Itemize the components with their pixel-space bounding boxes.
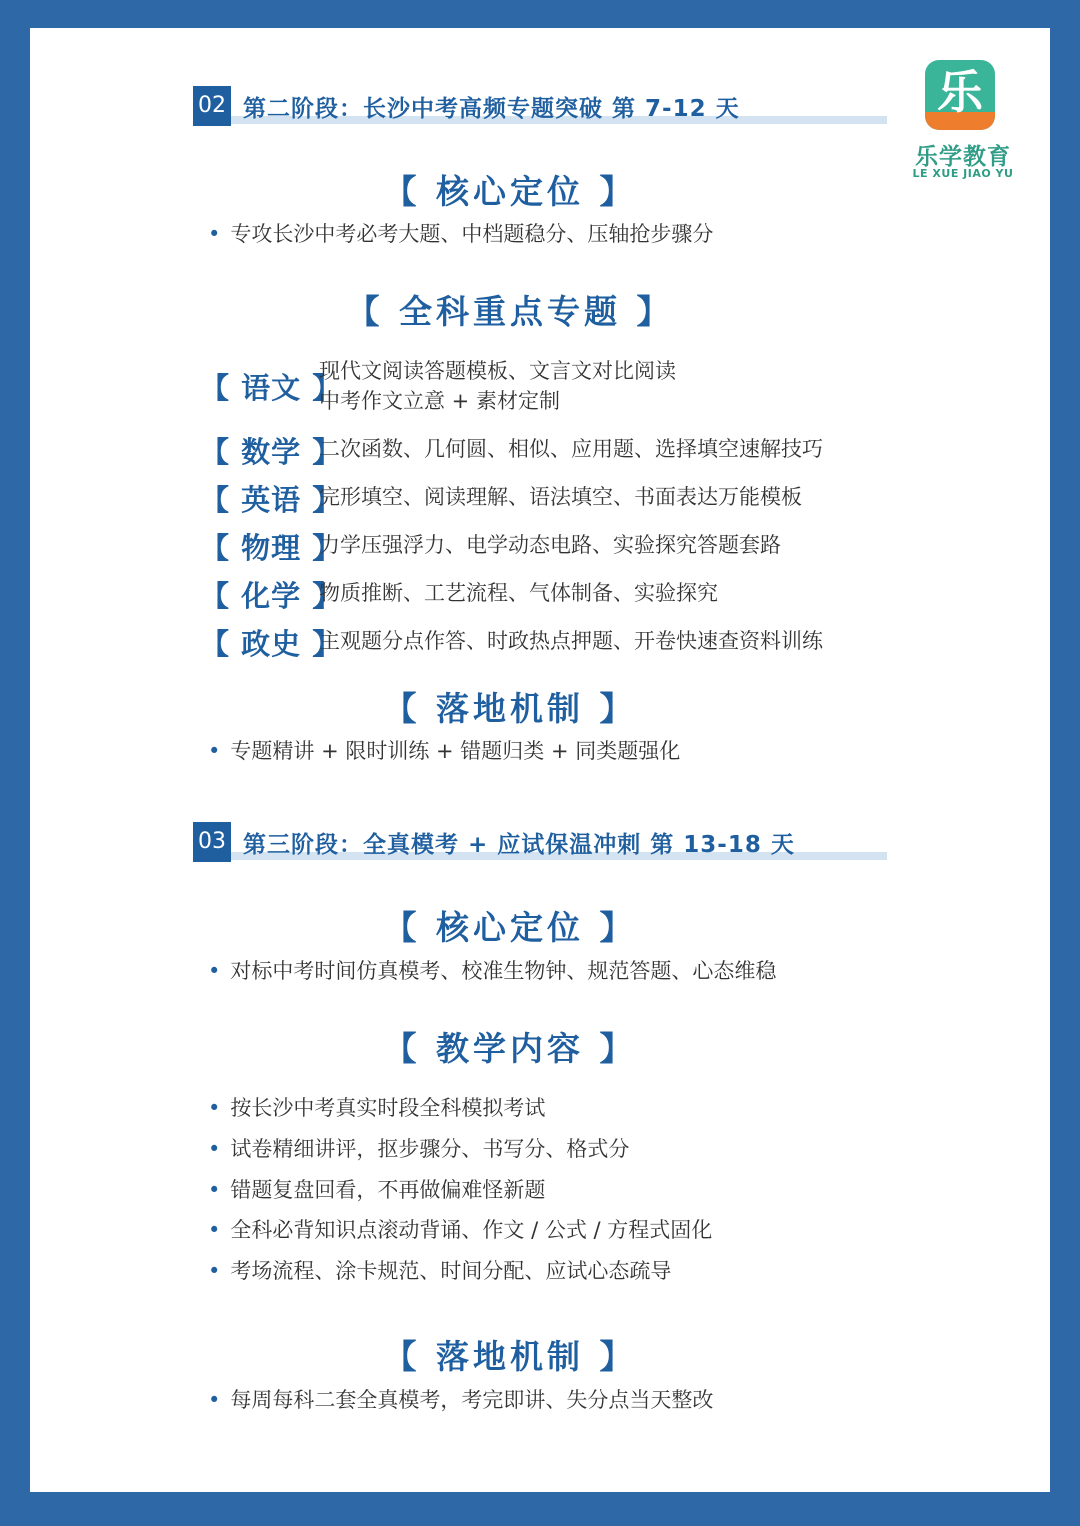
stage-3-header (193, 822, 887, 862)
subject-politics-history: 【 政史 】 (200, 627, 343, 661)
stage-title: 第三阶段：全真模考 + 应试保温冲刺 第 13-18 天 (243, 832, 795, 858)
topics-heading: 【 全科重点专题 】 (346, 292, 674, 331)
core-heading: 【 核心定位 】 (383, 172, 637, 211)
subject-chinese-line-2: 中考作文立意 + 素材定制 (319, 389, 560, 413)
subject-chinese: 【 语文 】 (200, 371, 343, 405)
stage-title: 第二阶段：长沙中考高频专题突破 第 7-12 天 (243, 96, 740, 122)
page-sheet (30, 28, 1050, 1492)
logo-name-en: LE XUE JIAO YU (912, 167, 1014, 180)
subject-physics: 【 物理 】 (200, 531, 343, 565)
mechanism-bullet: • 专题精讲 + 限时训练 + 错题归类 + 同类题强化 (208, 735, 680, 765)
stage-2-header (193, 86, 887, 126)
subject-politics-history-line: 主观题分点作答、时政热点押题、开卷快速查资料训练 (319, 629, 823, 653)
content-bullet: • 错题复盘回看，不再做偏难怪新题 (208, 1174, 545, 1204)
logo-icon (925, 60, 995, 130)
logo-glyph: 乐 (937, 65, 983, 119)
subject-chemistry-line: 物质推断、工艺流程、气体制备、实验探究 (319, 581, 718, 605)
subject-english: 【 英语 】 (200, 483, 343, 517)
stage-number: 03 (193, 822, 231, 862)
logo-name-cn: 乐学教育 (915, 144, 1011, 170)
stage-number: 02 (193, 86, 231, 126)
content-heading: 【 教学内容 】 (383, 1029, 637, 1068)
content-bullet: • 按长沙中考真实时段全科模拟考试 (208, 1092, 545, 1122)
core-heading: 【 核心定位 】 (383, 908, 637, 947)
mechanism-bullet: • 每周每科二套全真模考，考完即讲、失分点当天整改 (208, 1384, 713, 1414)
core-bullet: • 对标中考时间仿真模考、校准生物钟、规范答题、心态维稳 (208, 955, 776, 985)
subject-chinese-line-1: 现代文阅读答题模板、文言文对比阅读 (319, 359, 676, 383)
content-bullet: • 全科必背知识点滚动背诵、作文 / 公式 / 方程式固化 (208, 1214, 712, 1244)
mechanism-heading: 【 落地机制 】 (383, 1337, 637, 1376)
subject-physics-line: 力学压强浮力、电学动态电路、实验探究答题套路 (319, 533, 781, 557)
content-bullet: • 试卷精细讲评，抠步骤分、书写分、格式分 (208, 1133, 629, 1163)
subject-math-line: 二次函数、几何圆、相似、应用题、选择填空速解技巧 (319, 437, 823, 461)
subject-english-line: 完形填空、阅读理解、语法填空、书面表达万能模板 (319, 485, 802, 509)
core-bullet: • 专攻长沙中考必考大题、中档题稳分、压轴抢步骤分 (208, 218, 713, 248)
content-bullet: • 考场流程、涂卡规范、时间分配、应试心态疏导 (208, 1255, 671, 1285)
mechanism-heading: 【 落地机制 】 (383, 689, 637, 728)
subject-chemistry: 【 化学 】 (200, 579, 343, 613)
subject-math: 【 数学 】 (200, 435, 343, 469)
